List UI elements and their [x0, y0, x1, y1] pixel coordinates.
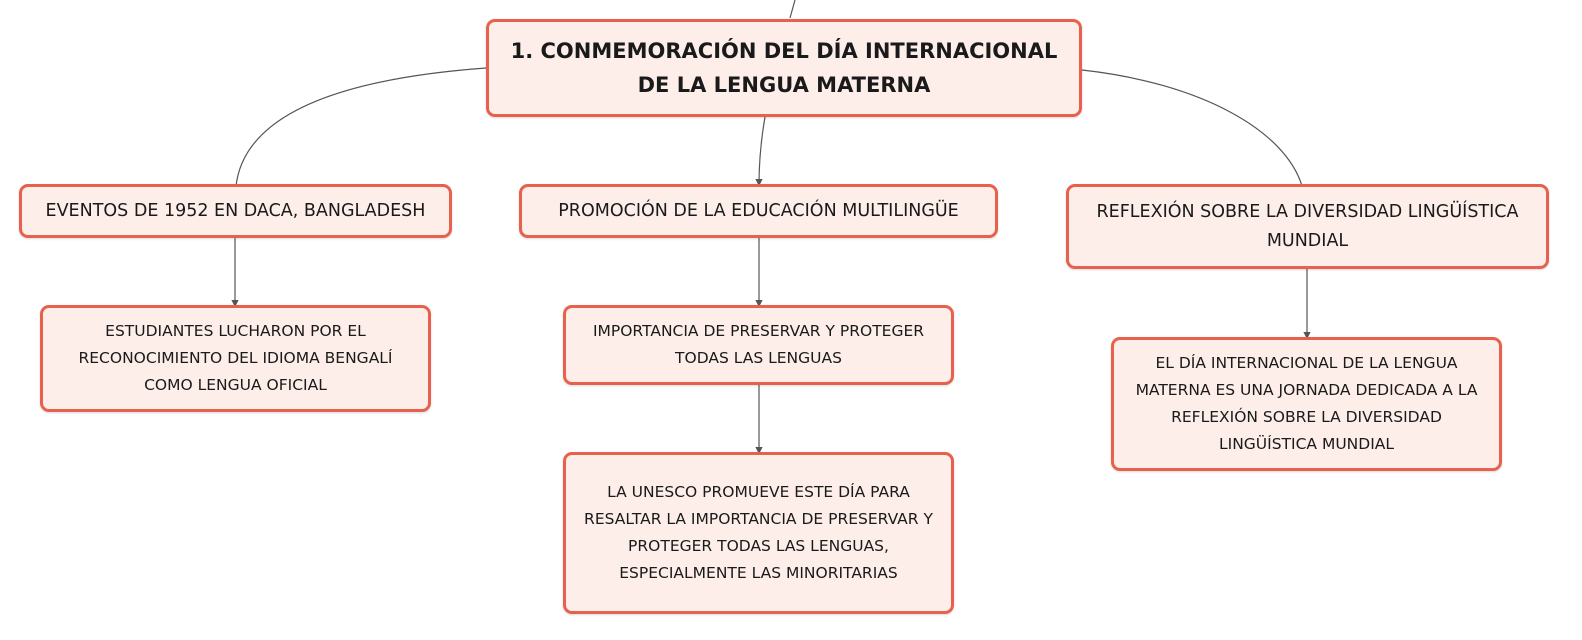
root-topic-label: 1. CONMEMORACIÓN DEL DÍA INTERNACIONAL DE LA LENGUA MATERNA — [510, 39, 1058, 97]
subtopic-unesco-label: LA UNESCO PROMUEVE ESTE DÍA PARA RESALTAR LA IMPORTANCIA DE PRESERVAR Y PROTEGER TODAS LAS LENGUAS, ESPECIALMENTE LAS MINORITARIAS — [584, 483, 933, 582]
branch-diversidad-linguistica-label: REFLEXIÓN SOBRE LA DIVERSIDAD LINGÜÍSTICA MUNDIAL — [1096, 201, 1519, 251]
connector-root-branch-1 — [236, 68, 486, 186]
branch-educacion-multilingue[interactable] — [519, 184, 998, 238]
branch-diversidad-linguistica[interactable] — [1066, 184, 1549, 269]
branch-eventos-1952[interactable] — [19, 184, 452, 238]
subtopic-dia-internacional-label: EL DÍA INTERNACIONAL DE LA LENGUA MATERNA ES UNA JORNADA DEDICADA A LA REFLEXIÓN SOBRE LA DIVERSIDAD LINGÜÍSTICA MUNDIAL — [1135, 354, 1478, 453]
connector-incoming — [790, 0, 795, 18]
subtopic-importancia-preservar-label: IMPORTANCIA DE PRESERVAR Y PROTEGER TODAS LAS LENGUAS — [592, 322, 925, 367]
subtopic-estudiantes[interactable] — [40, 305, 431, 412]
subtopic-importancia-preservar[interactable] — [563, 305, 954, 385]
subtopic-estudiantes-label: ESTUDIANTES LUCHARON POR EL RECONOCIMIENTO DEL IDIOMA BENGALÍ COMO LENGUA OFICIAL — [78, 322, 393, 394]
root-topic[interactable] — [486, 19, 1082, 117]
connector-root-branch-3 — [1082, 70, 1302, 186]
connector-root-branch-2 — [759, 117, 765, 185]
subtopic-dia-internacional[interactable] — [1111, 337, 1502, 471]
branch-educacion-multilingue-label: PROMOCIÓN DE LA EDUCACIÓN MULTILINGÜE — [558, 200, 959, 221]
subtopic-unesco[interactable] — [563, 452, 954, 614]
branch-eventos-1952-label: EVENTOS DE 1952 EN DACA, BANGLADESH — [45, 200, 426, 221]
